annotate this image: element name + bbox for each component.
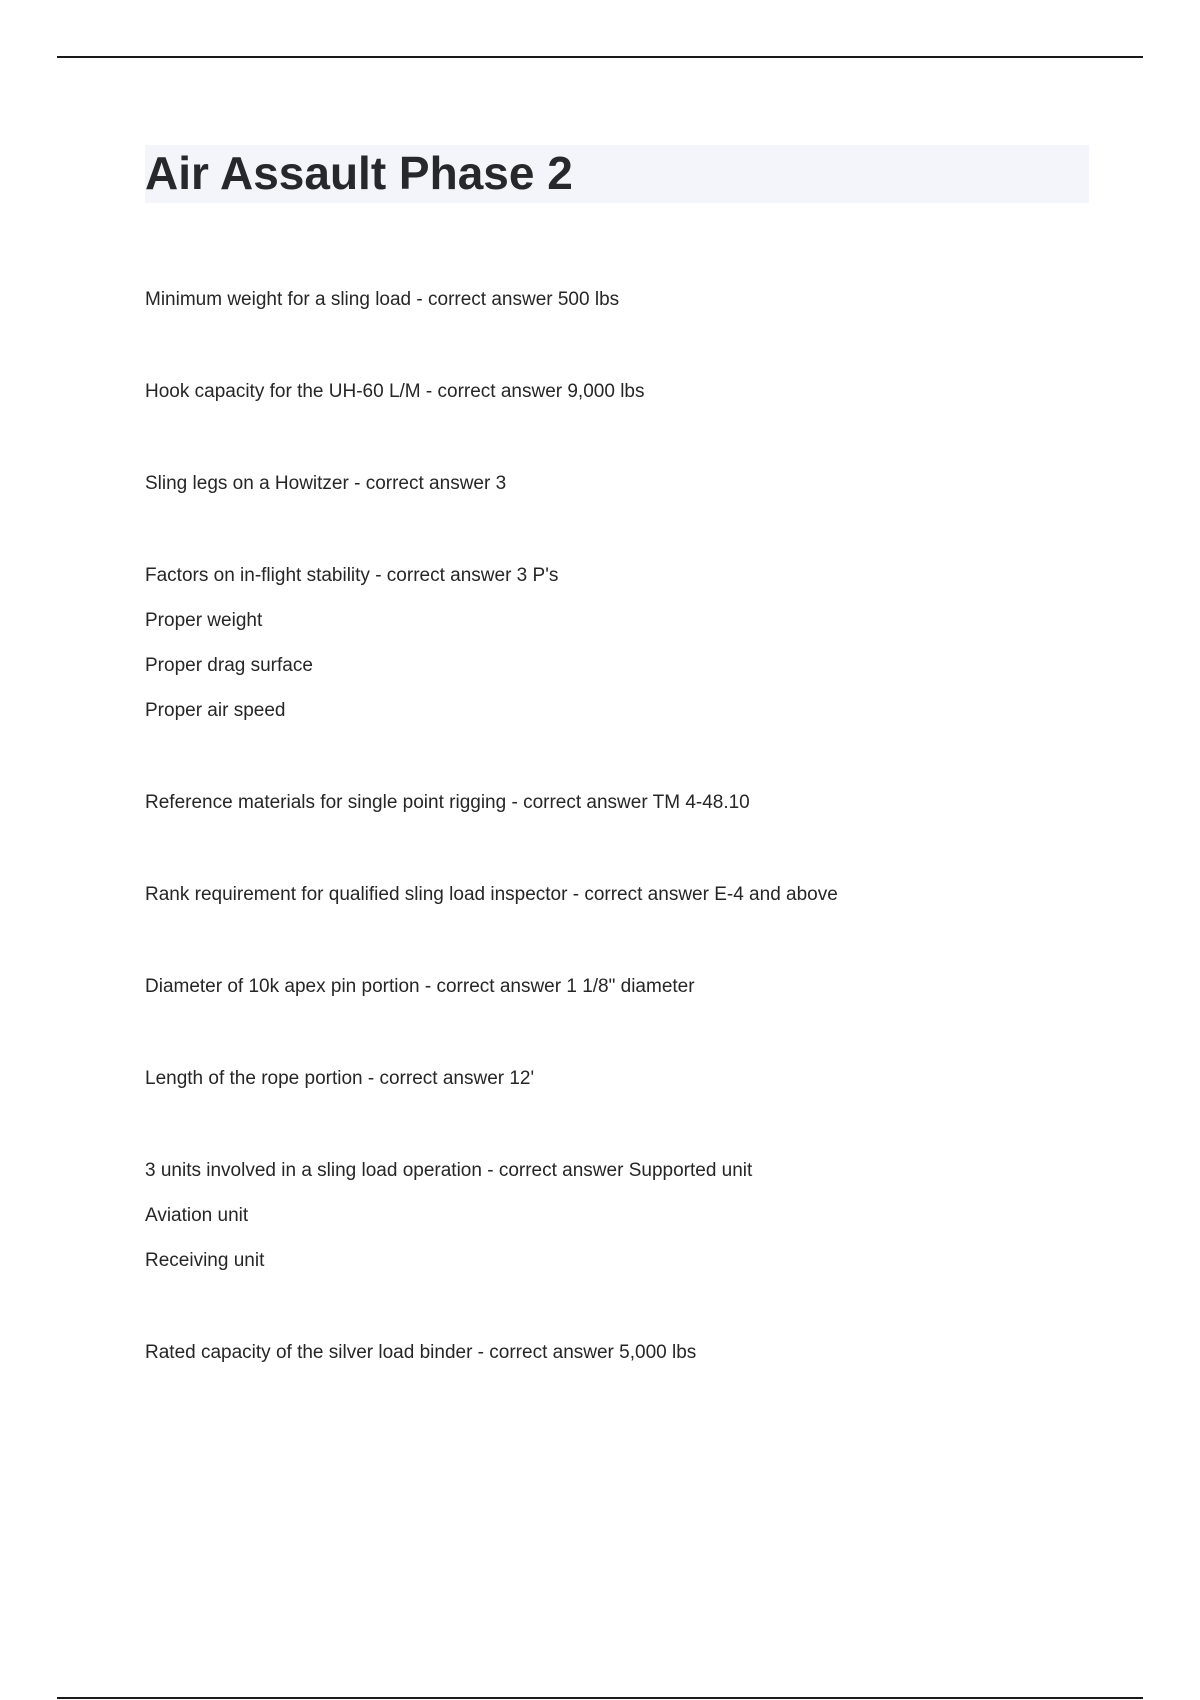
qa-text: 3 units involved in a sling load operation - correct answer Supported unit <box>145 1160 753 1181</box>
qa-item <box>145 1159 1095 1273</box>
qa-extra-line: Receiving unit <box>145 1250 265 1271</box>
qa-extra-line: Proper weight <box>145 610 263 631</box>
qa-item <box>145 883 1095 907</box>
qa-item <box>145 288 1095 312</box>
top-rule <box>57 56 1143 58</box>
qa-item <box>145 564 1095 723</box>
qa-text: Rank requirement for qualified sling load inspector - correct answer E-4 and above <box>145 884 838 905</box>
qa-text: Reference materials for single point rigging - correct answer TM 4-48.10 <box>145 792 750 813</box>
qa-text: Hook capacity for the UH-60 L/M - correct answer 9,000 lbs <box>145 381 645 402</box>
qa-extra-line: Proper air speed <box>145 700 286 721</box>
qa-item <box>145 1067 1095 1091</box>
qa-extra-line: Aviation unit <box>145 1205 249 1226</box>
bottom-rule <box>57 1697 1143 1699</box>
qa-text: Factors on in-flight stability - correct answer 3 P's <box>145 565 559 586</box>
qa-text: Minimum weight for a sling load - correct answer 500 lbs <box>145 289 620 310</box>
qa-extra-line: Proper drag surface <box>145 655 313 676</box>
qa-item <box>145 472 1095 496</box>
document-title: Air Assault Phase 2 <box>145 147 573 199</box>
qa-item <box>145 791 1095 815</box>
document-body <box>145 288 1095 1433</box>
qa-item <box>145 1341 1095 1365</box>
qa-item <box>145 380 1095 404</box>
qa-text: Diameter of 10k apex pin portion - correct answer 1 1/8" diameter <box>145 976 695 997</box>
qa-text: Length of the rope portion - correct answer 12' <box>145 1068 535 1089</box>
qa-item <box>145 975 1095 999</box>
qa-text: Sling legs on a Howitzer - correct answer 3 <box>145 473 507 494</box>
qa-text: Rated capacity of the silver load binder - correct answer 5,000 lbs <box>145 1342 697 1363</box>
